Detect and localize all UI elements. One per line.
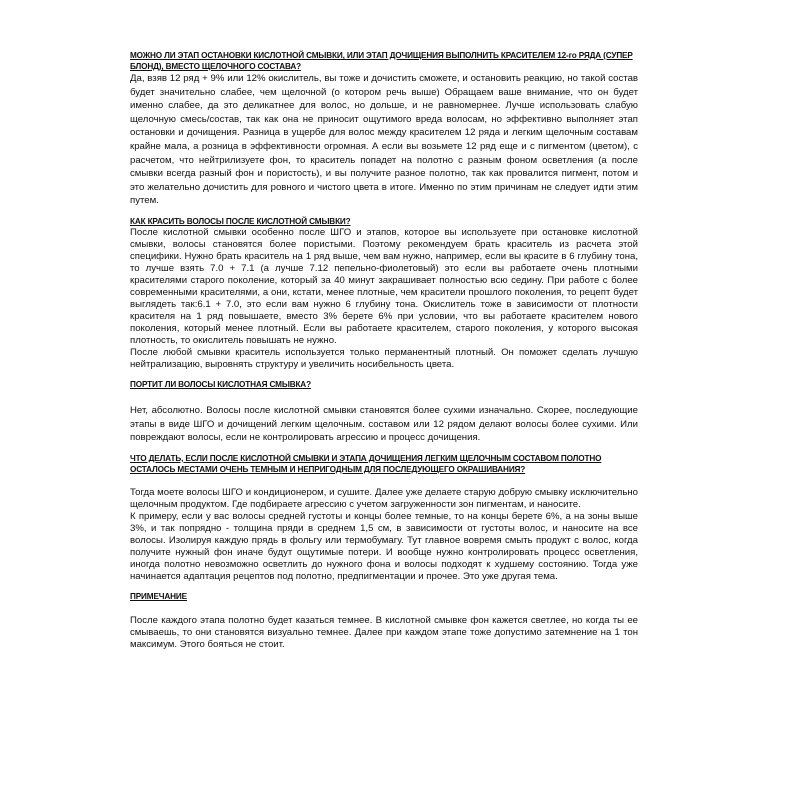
section-acid-wash-stop bbox=[130, 50, 638, 208]
section-note bbox=[130, 591, 638, 651]
section-heading: ПРИМЕЧАНИЕ bbox=[130, 591, 187, 601]
section-paragraph: К примеру, если у вас волосы средней густоты и концы более темные, то на концы берете 6%, а на зоны выше 3%, и так попрядно - толщина пряди в среднем 1,5 см, в зависимости от густоты волос, и наносите на все волосы. Изолируя каждую прядь в фольгу или термобумагу. Тут главное вовремя смыть продукт с волос, когда получите нужный фон иначе будут ощутимые потери. И вообще нужно контролировать процесс осветления, иногда полотно невозможно осветлить до нужного фона и волосы подходят к худшему состоянию. Тогда уже начинается адаптация рецептов под полотно, предпигментации и прочее. Это уже другая тема. bbox=[130, 510, 638, 582]
section-paragraph: Нет, абсолютно. Волосы после кислотной смывки становятся более сухими изначально. Скорее, последующие этапы в виде ШГО и дочищений легким щелочным. составом или 12 рядом делают волосы более сухими. Или повреждают волосы, если не контролировать агрессию и процесс дочищения. bbox=[130, 404, 638, 444]
section-heading: МОЖНО ЛИ ЭТАП ОСТАНОВКИ КИСЛОТНОЙ СМЫВКИ, ИЛИ ЭТАП ДОЧИЩЕНИЯ ВЫПОЛНИТЬ КРАСИТЕЛЕМ 12-го РЯДА (СУПЕР БЛОНД), ВМЕСТО ЩЕЛОЧНОГО СОСТАВА? bbox=[130, 51, 633, 71]
document-page bbox=[130, 50, 638, 651]
section-paragraph: После кислотной смывки особенно после ШГО и этапов, которое вы используете при остановке кислотной смывки, волосы становятся более пористыми. Поэтому рекомендуем брать краситель из расчета этой специфики. Нужно брать краситель на 1 ряд выше, чем вам нужно, например, если вы красите в 6 глубину тона, то лучше взять 7.0 + 7.1 (а лучше 7.12 пепельно-фиолетовый) это если вы работаете очень плотными красителями старого поколение, который за 40 минут закрашивает полностью всю седину. При работе с более современными красителями, а они, кстати, менее плотные, чем красители прошлого поколения, то рецепт будет выглядеть так:6.1 + 7.0, это если вам нужно 6 глубину тона. Окислитель тоже в зависимости от плотности красителя на 1 ряд повышаете, вместо 3% берете 6% при условии, что вы работаете красителем нового поколения, который менее плотный. Если вы работаете красителем, старого поколения, у которого высокая плотность, то окислитель повышать не нужно. bbox=[130, 226, 638, 346]
section-paragraph: После каждого этапа полотно будет казаться темнее. В кислотной смывке фон кажется светлее, но когда ты ее смываешь, то они становятся визуально темнее. Далее при каждом этапе тоже допустимо затемнение на 1 тон максимум. Этого бояться не стоит. bbox=[130, 614, 638, 650]
section-paragraph: Да, взяв 12 ряд + 9% или 12% окислитель, вы тоже и дочистить сможете, и остановить реакцию, но такой состав будет значительно слабее, чем щелочной (о котором речь выше) Обращаем ваше внимание, что он будет именно слабее, да это деликатнее для волос, но дольше, и не равномернее. Лучше использовать слабую щелочную смесь/состав, так как она не приносит ощутимого вреда волосам, но эффективно выполняет этап остановки и дочищения. Разница в ущербе для волос между красителем 12 ряда и легким щелочным составам крайне мала, а розница в эффективности огромная. А если вы возьмете 12 ряд еще и с пигментом (цветом), с расчетом, что нейтрилизуете фон, то краситель попадет на полотно с разным фоном осветления (а после смывки всегда разный фон и пористость), и вы получите разное полотно, так как провалится пигмент, потом и это желательно дочистить для ровного и чистого цвета в итоге. Именно по этим причинам не следует идти этим путем. bbox=[130, 73, 638, 207]
section-paragraph: Тогда моете волосы ШГО и кондиционером, и сушите. Далее уже делаете старую добрую смывку исключительно щелочным продуктом. Где подбираете агрессию с учетом загруженности зон пигментам, и наносите. bbox=[130, 486, 638, 510]
section-heading: КАК КРАСИТЬ ВОЛОСЫ ПОСЛЕ КИСЛОТНОЙ СМЫВКИ? bbox=[130, 216, 351, 226]
section-heading: ЧТО ДЕЛАТЬ, ЕСЛИ ПОСЛЕ КИСЛОТНОЙ СМЫВКИ И ЭТАПА ДОЧИЩЕНИЯ ЛЕГКИМ ЩЕЛОЧНЫМ СОСТАВОМ ПОЛОТНО ОСТАЛОСЬ МЕСТАМИ ОЧЕНЬ ТЕМНЫМ И НЕПРИГОДНЫМ ДЛЯ ПОСЛЕДУЮЩЕГО ОКРАШИВАНИЯ? bbox=[130, 453, 602, 474]
section-what-to-do bbox=[130, 453, 638, 583]
section-does-it-damage bbox=[130, 379, 638, 445]
section-heading: ПОРТИТ ЛИ ВОЛОСЫ КИСЛОТНАЯ СМЫВКА? bbox=[130, 379, 311, 389]
section-how-to-dye bbox=[130, 216, 638, 371]
section-paragraph: После любой смывки краситель используется только перманентный плотный. Он поможет сделать лучшую нейтрализацию, выровнять структуру и увеличить носибельность цвета. bbox=[130, 346, 638, 370]
